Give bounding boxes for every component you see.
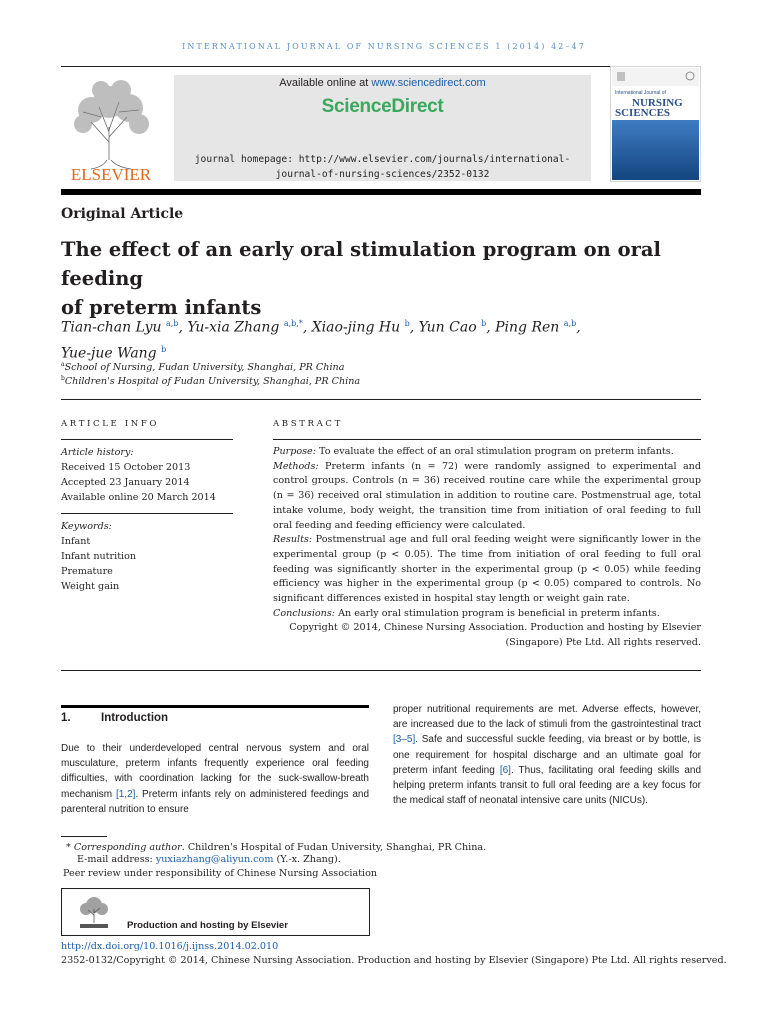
keywords-label: Keywords: bbox=[61, 521, 112, 532]
history-label: Article history: bbox=[61, 447, 134, 458]
abstract-copyright-1: Copyright © 2014, Chinese Nursing Association. Production and hosting by Elsevier bbox=[289, 622, 701, 634]
intro-text: proper nutritional requirements are met. Adverse effects, however, are increased due to the lack of stimuli from the gastrointestinal tract bbox=[393, 704, 701, 731]
article-history bbox=[61, 445, 233, 505]
available-prefix: Available online at bbox=[279, 77, 372, 89]
homepage-line-2[interactable]: journal-of-nursing-sciences/2352-0132 bbox=[275, 169, 490, 180]
abstract-copyright-2: (Singapore) Pte Ltd. All rights reserved. bbox=[505, 637, 701, 649]
intro-heading bbox=[61, 712, 168, 724]
author-separator: , bbox=[486, 319, 496, 336]
methods-text: Preterm infants (n = 72) were randomly assigned to experimental and control groups. Controls (n = 36) received routine care while the experimental group (n = 36) received oral stimulation in addition to routine care. Postmenstrual age, total intake volume, body weight, the transition time from initiation of oral feeding to full oral feeding and feeding efficiency were calculated. bbox=[273, 460, 701, 531]
masthead-thick-rule bbox=[61, 189, 701, 195]
abstract-rule bbox=[273, 439, 701, 440]
keyword: Weight gain bbox=[61, 581, 120, 592]
author-affil-link[interactable]: b bbox=[404, 319, 410, 328]
doi-link[interactable]: http://dx.doi.org/10.1016/j.ijnss.2014.02.010 bbox=[61, 941, 279, 952]
author-separator: , bbox=[576, 319, 581, 336]
abstract-heading: ABSTRACT bbox=[273, 419, 343, 429]
available-online bbox=[174, 77, 591, 89]
section-divider bbox=[61, 399, 701, 400]
affiliation-key: b bbox=[61, 375, 65, 382]
keyword: Infant bbox=[61, 536, 91, 547]
article-info-heading: ARTICLE INFO bbox=[61, 419, 160, 429]
author-list bbox=[61, 313, 711, 364]
results-text: Postmenstrual age and full oral feeding weight were significantly lower in the experimental group (p < 0.05). The time from initiation of oral feeding to full oral feeding was significantly shorter in the experimental group (p < 0.05) while feeding efficiency was higher in the experimental group (p < 0.05) compared to controls. No significant differences existed in hospital stay length or weight gain rate. bbox=[273, 534, 701, 605]
author-separator: , bbox=[178, 319, 188, 336]
abstract-bottom-rule bbox=[61, 670, 701, 671]
production-text: Production and hosting by Elsevier bbox=[127, 920, 288, 931]
corresponding-author-note: * Corresponding author. Children's Hospital of Fudan University, Shanghai, PR China. bbox=[66, 842, 487, 853]
journal-cover-image bbox=[610, 66, 701, 182]
results-label: Results: bbox=[273, 534, 313, 546]
author-affil-link[interactable]: b bbox=[161, 344, 167, 354]
affiliation-text: School of Nursing, Fudan University, Shanghai, PR China bbox=[64, 362, 345, 374]
citation-link[interactable]: [1,2] bbox=[115, 788, 136, 800]
author-affil-link[interactable]: a,b bbox=[563, 319, 577, 328]
received-date: Received 15 October 2013 bbox=[61, 462, 191, 473]
email-link[interactable]: yuxiazhang@aliyun.com bbox=[155, 854, 274, 865]
intro-text: . Preterm infants rely on administered feedings and parenteral nutrition to ensure bbox=[61, 788, 370, 815]
abstract-methods bbox=[273, 460, 701, 534]
journal-homepage bbox=[174, 152, 591, 182]
cover-title-nursing: NURSING bbox=[632, 97, 683, 109]
email-note bbox=[77, 854, 341, 865]
online-date: Available online 20 March 2014 bbox=[61, 492, 216, 503]
section-number: 1. bbox=[61, 712, 71, 724]
abstract-purpose bbox=[273, 445, 701, 460]
affiliation-a bbox=[61, 361, 344, 373]
intro-right-column bbox=[393, 702, 701, 808]
intro-text: . Safe and successful suckle feeding, via breast or by bottle, is one requirement for hospital discharge and an ultimate goal for preterm infant feeding bbox=[393, 734, 701, 776]
author-name: Xiao-jing Hu bbox=[311, 319, 401, 336]
journal-running-header: INTERNATIONAL JOURNAL OF NURSING SCIENCES 1 (2014) 42–47 bbox=[182, 42, 586, 51]
author-name: Yu-xia Zhang bbox=[187, 319, 280, 336]
corresponding-label: Corresponding author bbox=[73, 842, 182, 853]
elsevier-logo bbox=[61, 72, 161, 182]
homepage-line-1[interactable]: journal homepage: http://www.elsevier.com/journals/international- bbox=[194, 154, 571, 165]
email-label: E-mail address: bbox=[77, 854, 156, 865]
keywords-rule bbox=[61, 513, 233, 514]
intro-text: . Thus, facilitating oral feeding skills and helping preterm infants transit to full oral feeding are a key focus for the medical staff of neonatal intensive care units (NICUs). bbox=[393, 764, 702, 807]
keyword: Infant nutrition bbox=[61, 551, 137, 562]
footer-copyright: 2352-0132/Copyright © 2014, Chinese Nursing Association. Production and hosting by Elsevier (Singapore) Pte Ltd. All rights reserved. bbox=[61, 955, 727, 966]
footnote-rule bbox=[61, 836, 107, 837]
cover-title-sciences: SCIENCES bbox=[615, 107, 671, 119]
article-title bbox=[61, 235, 711, 322]
sciencedirect-brand: ScienceDirect bbox=[321, 96, 444, 117]
citation-link[interactable]: [6] bbox=[499, 764, 511, 776]
peer-review-note: Peer review under responsibility of Chinese Nursing Association bbox=[63, 868, 378, 879]
accepted-date: Accepted 23 January 2014 bbox=[61, 477, 190, 488]
citation-link[interactable]: [3–5] bbox=[393, 734, 416, 746]
article-info-rule bbox=[61, 439, 233, 440]
author-separator: , bbox=[409, 319, 419, 336]
intro-left-column bbox=[61, 741, 369, 817]
author-affil-link[interactable]: a,b bbox=[166, 319, 179, 328]
elsevier-small-logo-icon bbox=[74, 893, 114, 933]
keyword: Premature bbox=[61, 566, 113, 577]
purpose-label: Purpose: bbox=[273, 446, 316, 457]
abstract-results bbox=[273, 533, 701, 607]
keywords-block bbox=[61, 519, 233, 594]
title-line-1: The effect of an early oral stimulation program on oral feeding bbox=[61, 238, 661, 290]
affiliation-key: a bbox=[61, 361, 65, 368]
affiliation-text: Children's Hospital of Fudan University, Shanghai, PR China bbox=[64, 376, 361, 388]
email-suffix: (Y.-x. Zhang). bbox=[273, 854, 341, 865]
article-type: Original Article bbox=[61, 206, 184, 222]
intro-rule bbox=[61, 705, 369, 708]
conclusions-text: An early oral stimulation program is beneficial in preterm infants. bbox=[335, 607, 660, 619]
author-name: Yun Cao bbox=[418, 319, 477, 336]
corresponding-text: . Children's Hospital of Fudan University, Shanghai, PR China. bbox=[181, 842, 487, 853]
author-name: Yue-jue Wang bbox=[61, 345, 157, 362]
author-affil-link[interactable]: a,b,* bbox=[283, 319, 303, 328]
elsevier-wordmark: ELSEVIER bbox=[70, 165, 152, 182]
purpose-text: To evaluate the effect of an oral stimulation program on preterm infants. bbox=[315, 446, 674, 457]
affiliation-b bbox=[61, 375, 360, 387]
section-title: Introduction bbox=[101, 712, 169, 724]
abstract-body bbox=[273, 445, 701, 651]
conclusions-label: Conclusions: bbox=[273, 607, 336, 619]
sciencedirect-link[interactable]: www.sciencedirect.com bbox=[371, 77, 486, 89]
abstract-conclusions bbox=[273, 607, 701, 622]
journal-cover bbox=[610, 66, 701, 182]
author-name: Ping Ren bbox=[495, 319, 560, 336]
title-line-2: of preterm infants bbox=[61, 296, 262, 319]
header-divider bbox=[61, 66, 701, 67]
cover-title-small: International Journal of bbox=[615, 90, 666, 96]
intro-text: Due to their underdeveloped central nervous system and oral musculature, preterm infants frequently experience oral feeding difficulties, with coordination lacking for the suck-swallow-breath mechanism bbox=[61, 743, 369, 800]
author-affil-link[interactable]: b bbox=[481, 319, 487, 328]
elsevier-tree-icon bbox=[61, 72, 161, 182]
methods-label: Methods: bbox=[273, 460, 319, 472]
author-name: Tian-chan Lyu bbox=[61, 319, 162, 336]
author-separator: , bbox=[302, 319, 312, 336]
